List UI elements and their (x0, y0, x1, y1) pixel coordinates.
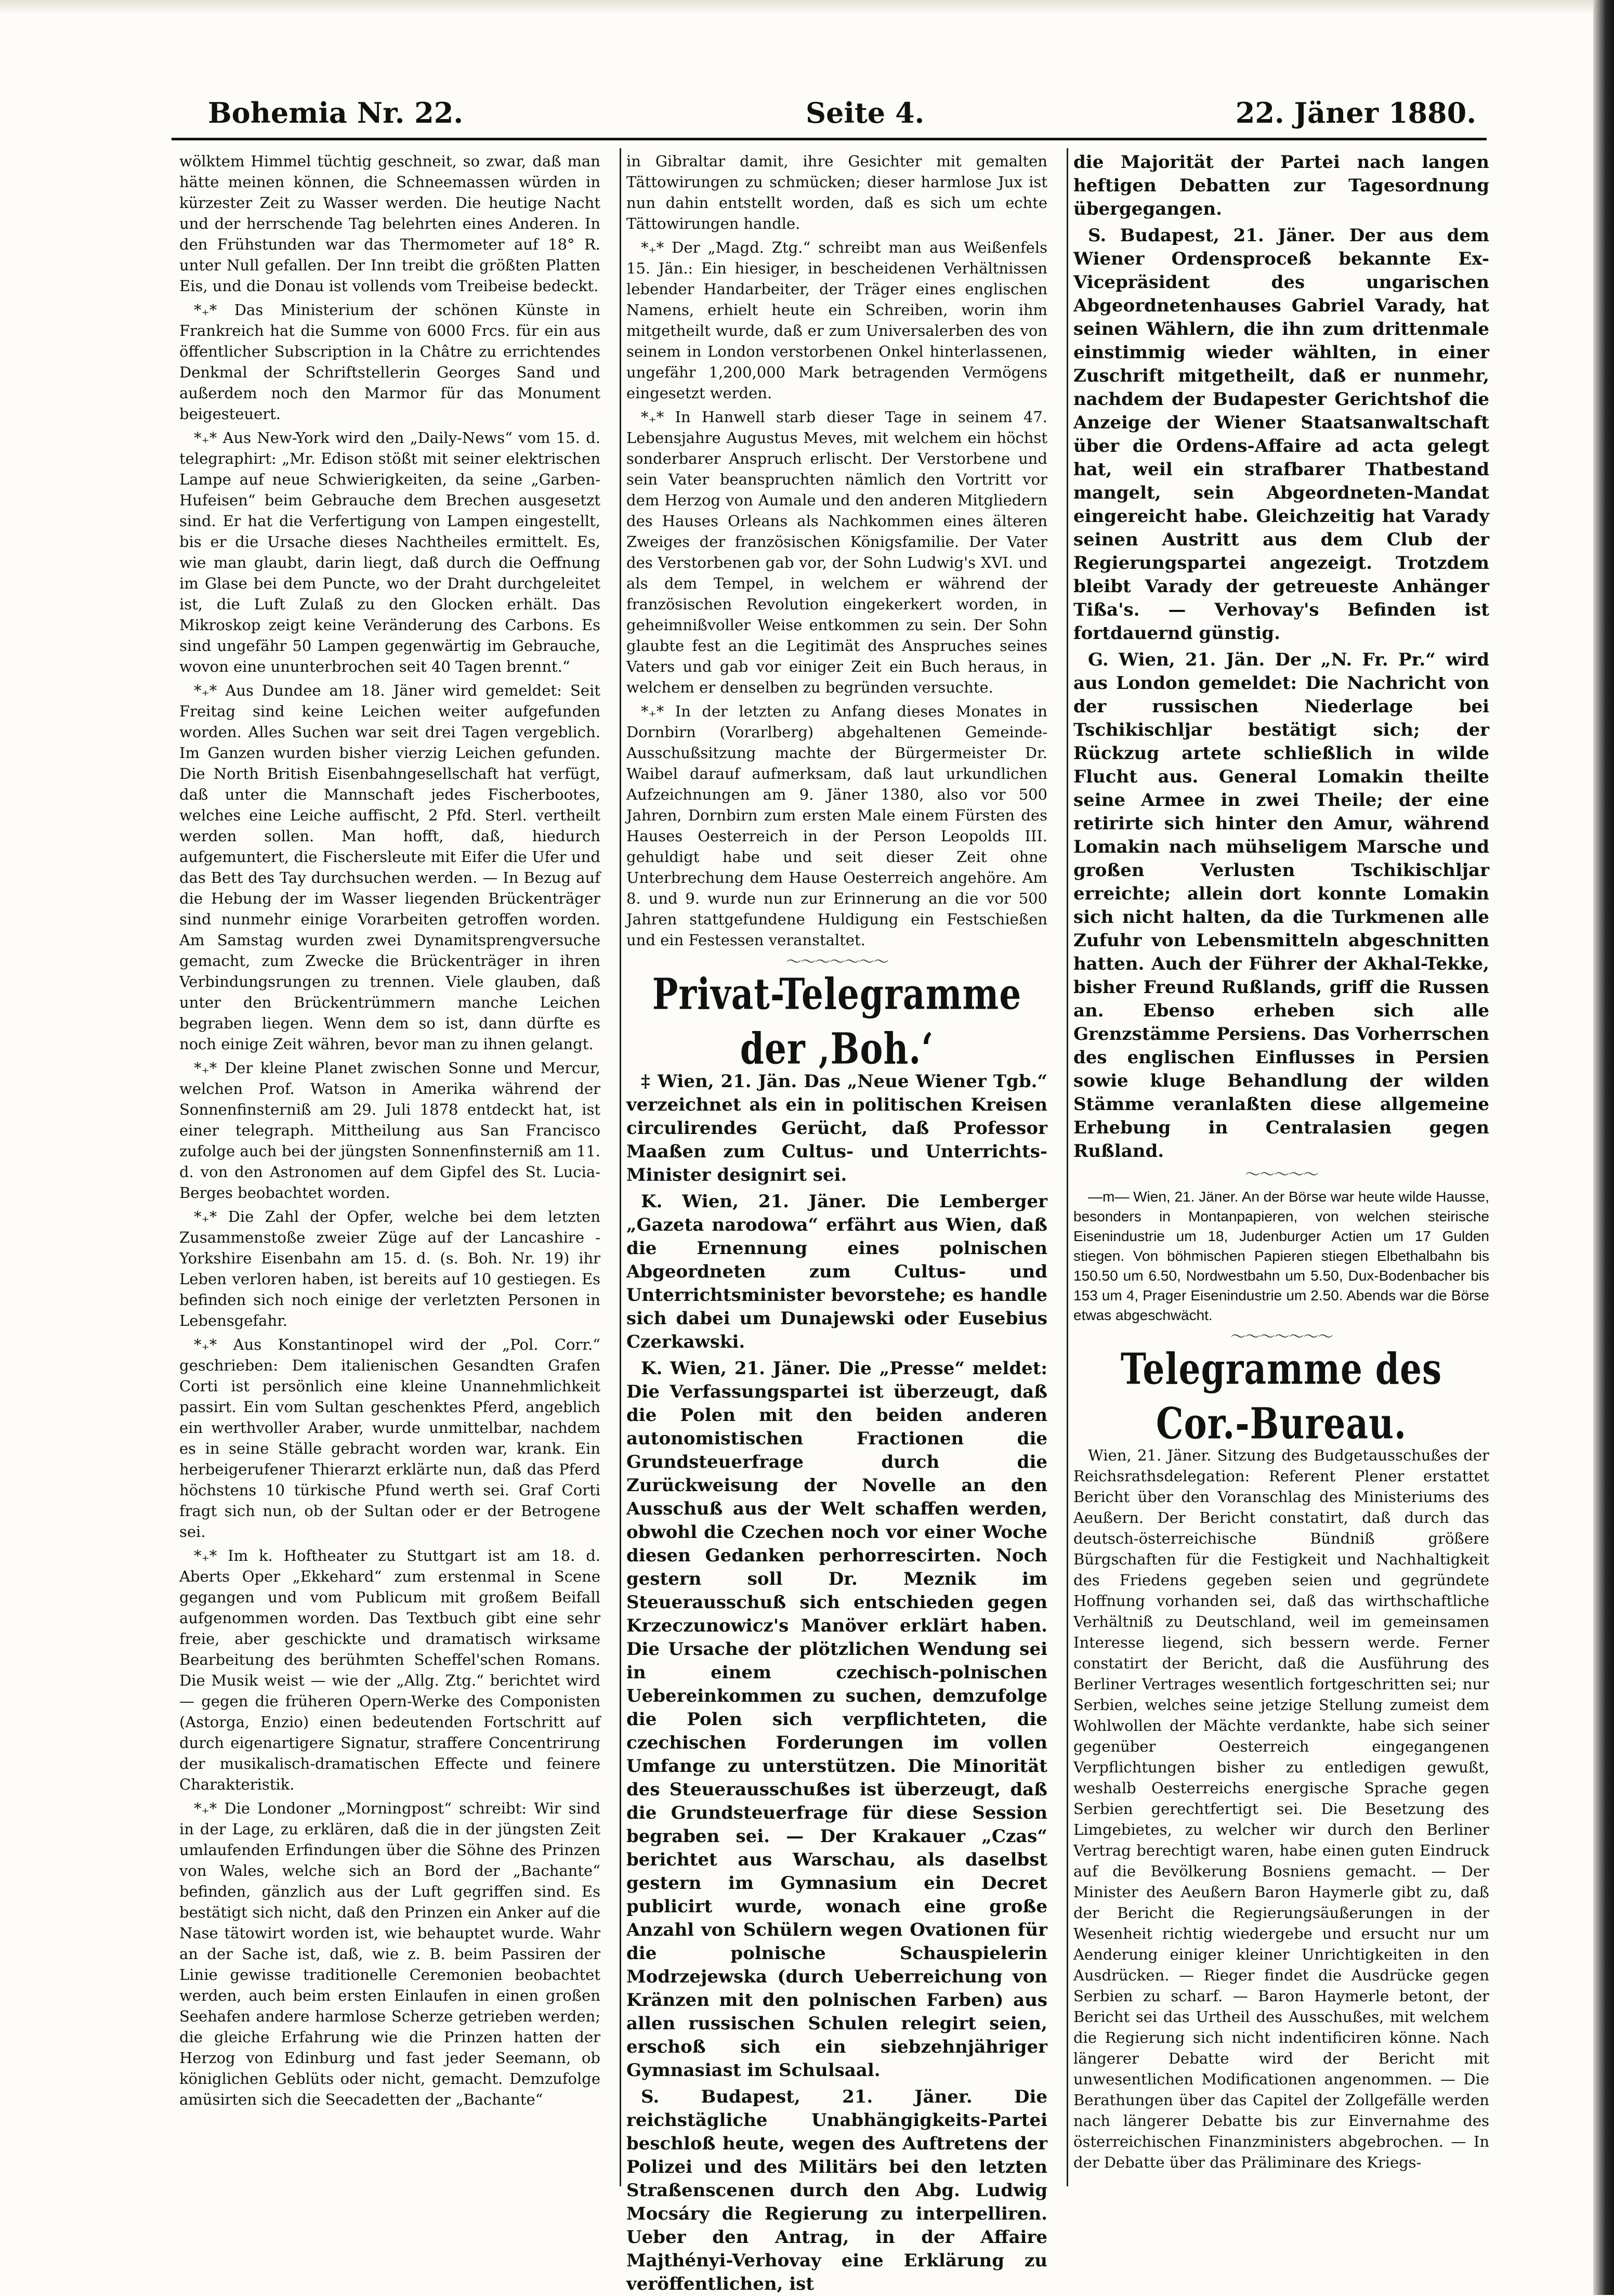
article-paragraph: *₊* Die Zahl der Opfer, welche bei dem letzten Zusammenstoße zweier Züge auf der Lancashire - Yorkshire Eisenbahn am 15. d. (s. Boh. Nr. 19) ihr Leben verloren haben, ist bereits auf 10 gestiegen. Es befinden sich noch einige der verletzten Personen in Lebensgefahr. (179, 1208, 600, 1329)
column-3 (1073, 151, 1489, 2189)
exchange-report: —m— Wien, 21. Jäner. An der Börse war heute wilde Hausse, besonders in Montanpapieren, von welchen steirische Eisenindustrie um 18, Judenburger Actien um 17 Gulden stiegen. Von böhmischen Papieren stiegen Elbethalbahn bis 150.50 um 6.50, Nordwestbahn um 5.50, Dux-Bodenbacher bis 153 um 4, Prager Eisenindustrie um 2.50. Abends war die Börse etwas abgeschwächt. (1073, 1189, 1489, 1323)
section-ornament: 〜〜〜〜〜〜〜 (1230, 1328, 1332, 1346)
article-paragraph: *₊* Das Ministerium der schönen Künste in Frankreich hat die Summe von 6000 Frcs. für ein aus öffentlicher Subscription in la Châtre zu errichtendes Denkmal der Schriftstellerin Georges Sand und außerdem noch den Marmor für das Monument beigesteuert. (179, 301, 600, 423)
article-paragraph: wölktem Himmel tüchtig geschneit, so zwar, daß man hätte meinen können, die Schneemassen würden in kürzester Zeit zu Wasser werden. Die heutige Nacht und der herrschende Tag belehrten eines Anderen. In den Frühstunden war das Thermometer auf 18° R. unter Null gefallen. Der Inn treibt die größten Platten Eis, und die Donau ist vollends vom Treibeise bedeckt. (179, 152, 600, 295)
section-ornament: 〜〜〜〜〜〜〜 (786, 953, 888, 971)
column-1 (179, 151, 600, 2189)
telegram-paragraph: K. Wien, 21. Jäner. Die „Presse“ meldet: Die Verfassungspartei ist überzeugt, daß die Polen mit den beiden anderen autonomistischen Fractionen die Grundsteuerfrage durch die Zurückweisung der Novelle an den Ausschuß aus der Welt schaffen werden, obwohl die Czechen noch vor einer Woche diesen Gedanken perhorrescirten. Noch gestern soll Dr. Meznik im Steuerausschuß sich entschieden gegen Krzeczunowicz's Manöver erklärt haben. Die Ursache der plötzlichen Wendung sei in einem czechisch-polnischen Uebereinkommen zu suchen, demzufolge die Polen sich verpflichteten, die czechischen Forderungen im vollen Umfange zu unterstützen. Die Minorität des Steuerausschußes ist überzeugt, daß die Grundsteuerfrage für diese Session begraben sei. — Der Krakauer „Czas“ berichtet aus Warschau, als daselbst gestern im Gymnasium ein Decret publicirt wurde, wonach eine große Anzahl von Schülern wegen Ovationen für die polnische Schauspielerin Modrzejewska (durch Ueberreichung von Kränzen mit den polnischen Farben) aus allen russischen Schulen relegirt seien, erschoß sich ein siebzehnjähriger Gymnasiast im Schulsaal. (626, 1358, 1047, 2081)
article-paragraph: *₊* Der kleine Planet zwischen Sonne und Mercur, welchen Prof. Watson in Amerika während der Sonnenfinsterniß am 29. Juli 1878 entdeckt hat, ist einer telegraph. Mittheilung aus San Francisco zufolge auch bei der jüngsten Sonnenfinsterniß am 11. d. von den Astronomen auf dem Gipfel des St. Lucia-Berges beobachtet worden. (179, 1059, 600, 1202)
article-paragraph: *₊* Aus New-York wird den „Daily-News“ vom 15. d. telegraphirt: „Mr. Edison stößt mit seiner elektrischen Lampe auf neue Schwierigkeiten, da seine „Garben-Hufeisen“ beim Gebrauche dem Brechen ausgesetzt sind. Er hat die Verfertigung von Lampen eingestellt, bis er die Ursache dieses Nachtheiles ermittelt. Es, wie man glaubt, darin liegt, daß durch die Oeffnung im Glase bei dem Puncte, wo der Draht durchgeleitet ist, die Luft Zulaß zu den Glocken erhält. Das Mikroskop zeigt keine Veränderung des Carbons. Es sind ungefähr 50 Lampen gegenwärtig im Gebrauche, wovon eine ununterbrochen seit 40 Tagen brennt.“ (179, 429, 600, 675)
telegram-paragraph: die Majorität der Partei nach langen heftigen Debatten zur Tagesordnung übergegangen. (1073, 152, 1489, 219)
telegram-paragraph: ‡ Wien, 21. Jän. Das „Neue Wiener Tgb.“ verzeichnet als ein in politischen Kreisen circulirendes Gerücht, daß Professor Maaßen zum Cultus- und Unterrichts-Minister designirt sei. (626, 1071, 1047, 1185)
section-ornament: 〜〜〜〜〜 (1245, 1166, 1318, 1184)
telegram-paragraph: S. Budapest, 21. Jäner. Die reichstägliche Unabhängigkeits-Partei beschloß heute, wegen des Auftretens der Polizei und des Militärs bei den letzten Straßenscenen durch den Abg. Ludwig Mocsáry die Regierung zu interpelliren. Ueber den Antrag, in der Affaire Majthényi-Verhovay eine Erklärung zu veröffentlichen, ist (626, 2086, 1047, 2294)
article-paragraph: in Gibraltar damit, ihre Gesichter mit gemalten Tättowirungen zu schmücken; dieser harmlose Jux ist nun dahin entstellt worden, daß es sich um echte Tättowirungen handle. (626, 152, 1047, 232)
telegram-paragraph: S. Budapest, 21. Jäner. Der aus dem Wiener Ordensproceß bekannte Ex-Vicepräsident des ungarischen Abgeordnetenhauses Gabriel Varady, hat seinen Wählern, die ihn zum drittenmale einstimmig wieder wählten, in einer Zuschrift mitgetheilt, daß er nunmehr, nachdem der Budapester Gerichtshof die Anzeige der Wiener Staatsanwaltschaft über die Ordens-Affaire ad acta gelegt hat, weil ein strafbarer Thatbestand mangelt, sein Abgeordneten-Mandat eingereicht habe. Gleichzeitig hat Varady seinen Austritt aus dem Club der Regierungspartei angezeigt. Trotzdem bleibt Varady der getreueste Anhänger Tißa's. — Verhovay's Befinden ist fortdauernd günstig. (1073, 225, 1489, 644)
header-rule (172, 138, 1487, 140)
section-title-bureau-telegrams: Telegramme des Cor.-Bureau. (1120, 1343, 1442, 1449)
page-header (208, 96, 1476, 138)
page-top-edge (0, 0, 1593, 15)
telegram-paragraph: K. Wien, 21. Jäner. Die Lemberger „Gazeta narodowa“ erfährt aus Wien, daß die Ernennung eines polnischen Abgeordneten zum Cultus- und Unterrichtsminister bevorstehe; es handle sich dabei um Dunajewski oder Eusebius Czerkawski. (626, 1191, 1047, 1352)
column-divider (620, 148, 621, 2186)
article-paragraph: *₊* Im k. Hoftheater zu Stuttgart ist am 18. d. Aberts Oper „Ekkehard“ zum erstenmal in Scene gegangen und vom Publicum mit großem Beifall aufgenommen worden. Das Textbuch gibt eine sehr freie, aber geschickte und dramatisch wirksame Bearbeitung des berühmten Scheffel'schen Romans. Die Musik weist — wie der „Allg. Ztg.“ berichtet wird — gegen die früheren Opern-Werke des Componisten (Astorga, Enzio) einen bedeutenden Fortschritt auf durch eigenartigere Signatur, straffere Concentrirung der musikalisch-dramatischen Effecte und feinere Charakteristik. (179, 1547, 600, 1793)
article-paragraph: *₊* Die Londoner „Morningpost“ schreibt: Wir sind in der Lage, zu erklären, daß die in der jüngsten Zeit umlaufenden Erfindungen über die Söhne des Prinzen von Wales, welche sich an Bord der „Bachante“ befinden, gänzlich aus der Luft gegriffen sind. Es bestätigt sich nicht, daß den Prinzen ein Anker auf die Nase tätowirt worden ist, wie behauptet wurde. Wahr an der Sache ist, daß, wie z. B. beim Passiren der Linie gewisse traditionelle Ceremonien beobachtet werden, auch beim ersten Einlaufen in einen großen Seehafen andere harmlose Scherze getrieben werden; die gleiche Erfahrung wie die Prinzen hatten der Herzog von Edinburg und fast jeder Seemann, ob königlichen Geblüts oder nicht, gemacht. Demzufolge amüsirten sich die Seecadetten der „Bachante“ (179, 1799, 600, 2108)
article-paragraph: Wien, 21. Jäner. Sitzung des Budgetausschußes der Reichsrathsdelegation: Referent Plener erstattet Bericht über den Voranschlag des Ministeriums des Aeußern. Der Bericht constatirt, daß durch das deutsch-österreichische Bündniß größere Bürgschaften für die Festigkeit und Nachhaltigkeit des Friedens gegeben seien und gegründete Hoffnung vorhanden sei, daß das wirthschaftliche Verhältniß zu Deutschland, weil im gemeinsamen Interesse liegend, sich bessern werde. Ferner constatirt der Bericht, daß die Ausführung des Berliner Vertrages wesentlich fortgeschritten sei; nur Serbien, welches seine jetzige Stellung zumeist dem Wohlwollen der Mächte verdankte, habe sich seiner gegenüber Oesterreich eingegangenen Verpflichtungen bisher zu entledigen gewußt, weshalb Oesterreichs energische Sprache gegen Serbien gerechtfertigt sei. Die Besetzung des Limgebietes, zu welcher wir durch den Berliner Vertrag berechtigt waren, habe einen guten Eindruck auf die Bevölkerung Bosniens gemacht. — Der Minister des Aeußern Baron Haymerle gibt zu, daß der Bericht die Regierungsäußerungen in der Wesenheit richtig wiedergebe und ersucht nur um Aenderung einiger kleiner Unrichtigkeiten in den Ausdrücken. — Rieger findet die Ausdrücke gegen Serbien zu scharf. — Baron Haymerle betont, der Bericht sei das Urtheil des Ausschußes, mit welchem die Regierung sich nicht indentificiren könne. Nach längerer Debatte wird der Bericht mit unwesentlichen Modificationen angenommen. — Die Berathungen über das Capitel der Zollgefälle werden nach längerer Debatte bis zur Einvernahme des österreichischen Finanzministers abgebrochen. — In der Debatte über das Präliminare des Kriegs- (1073, 1446, 1489, 2171)
column-2 (626, 151, 1047, 2294)
article-paragraph: *₊* Der „Magd. Ztg.“ schreibt man aus Weißenfels 15. Jän.: Ein hiesiger, in bescheidenen Verhältnissen lebender Handarbeiter, der Träger eines englischen Namens, erhielt heute ein Schreiben, worin ihm mitgetheilt wurde, daß er zum Universalerben des von seinem in London verstorbenen Onkel hinterlassenen, ungefähr 1,200,000 Mark betragenden Vermögens eingesetzt werden. (626, 239, 1047, 402)
article-paragraph: *₊* Aus Dundee am 18. Jäner wird gemeldet: Seit Freitag sind keine Leichen weiter aufgefunden worden. Alles Suchen war seit drei Tagen vergeblich. Im Ganzen wurden bisher vierzig Leichen gefunden. Die North British Eisenbahngesellschaft hat verfügt, daß unter die Mannschaft jedes Fischerbootes, welches eine Leiche auffischt, 2 Pfd. Sterl. vertheilt werden sollen. Man hofft, daß, hiedurch aufgemuntert, die Fischersleute mit Eifer die Ufer und das Bett des Tay durchsuchen werden. — In Bezug auf die Hebung der im Wasser liegenden Brückenträger sind nunmehr einige Vorarbeiten getroffen worden. Am Samstag wurden zwei Dynamitsprengversuche gemacht, zum Zwecke die Brückenträger in ihren Verbindungsrungen zu trennen. Viele glauben, daß unter den Brückentrümmern manche Leichen begraben liegen. Wenn dem so ist, dann dürfte es noch einige Zeit währen, bevor man zu ihnen gelangt. (179, 682, 600, 1053)
newspaper-issue: Bohemia Nr. 22. (208, 96, 464, 129)
column-divider (1067, 148, 1068, 2186)
article-paragraph: *₊* In der letzten zu Anfang dieses Monates in Dornbirn (Vorarlberg) abgehaltenen Gemeinde-Ausschußsitzung machte der Bürgermeister Dr. Waibel darauf aufmerksam, daß laut urkundlichen Aufzeichnungen am 9. Jäner 1380, also vor 500 Jahren, Dornbirn zum ersten Male einem Fürsten des Hauses Oesterreich in der Person Leopolds III. gehuldigt habe und seit dieser Zeit ohne Unterbrechung dem Hause Oesterreich angehöre. Am 8. und 9. wurde nun zur Erinnerung an die vor 500 Jahren stattgefundene Huldigung ein Festschießen und ein Festessen veranstaltet. (626, 702, 1047, 949)
article-paragraph: *₊* Aus Konstantinopel wird der „Pol. Corr.“ geschrieben: Dem italienischen Gesandten Grafen Corti ist persönlich eine kleine Unannehmlichkeit passirt. Ein vom Sultan geschenktes Pferd, angeblich ein werthvoller Araber, wurde unmittelbar, nachdem es in seine Ställe gebracht worden war, krank. Ein herbeigerufener Thierarzt erklärte nun, daß das Pferd höchstens 10 türkische Pfund werth sei. Graf Corti fragt sich nun, ob der Sultan oder er der Betrogene sei. (179, 1336, 600, 1541)
issue-date: 22. Jäner 1880. (1235, 96, 1476, 129)
telegram-paragraph: G. Wien, 21. Jän. Der „N. Fr. Pr.“ wird aus London gemeldet: Die Nachricht von der russischen Niederlage bei Tschikischljar bestätigt sich; der Rückzug artete schließlich in wilde Flucht aus. General Lomakin theilte seine Armee in zwei Theile; der eine retirirte sich hinter den Amur, während Lomakin nach mühseligem Marsche und großen Verlusten Tschikischljar erreichte; allein dort konnte Lomakin sich nicht halten, da die Turkmenen alle Zufuhr von Lebensmitteln abgeschnitten hatten. Auch der Führer der Akhal-Tekke, bisher Freund Rußlands, griff die Russen an. Ebenso erheben sich alle Grenzstämme Persiens. Das Vorherrschen des englischen Einflusses in Persien sowie kluge Behandlung der wilden Stämme veranlaßten diese allgemeine Erhebung in Centralasien gegen Rußland. (1073, 649, 1489, 1162)
section-title-private-telegrams: Privat-Telegramme der ‚Boh.‘ (652, 968, 1022, 1074)
page-binding-edge (1593, 0, 1614, 2295)
article-paragraph: *₊* In Hanwell starb dieser Tage in seinem 47. Lebensjahre Augustus Meves, mit welchem ein höchst sonderbarer Anspruch erlischt. Der Verstorbene und sein Vater beanspruchten nämlich den Vortritt vor dem Herzog von Aumale und den anderen Mitgliedern des Hauses Orleans als Nachkommen eines älteren Zweiges der französischen Königsfamilie. Der Vater des Verstorbenen gab vor, der Sohn Ludwig's XVI. und als dem Tempel, in welchem er während der französischen Revolution eingekerkert worden, in geheimnißvoller Weise entkommen zu sein. Der Sohn glaubte fest an die Legitimät des Anspruches seines Vaters und gab vor einiger Zeit ein Buch heraus, in welchem er denselben zu begründen versuchte. (626, 408, 1047, 696)
page-number: Seite 4. (806, 96, 925, 129)
